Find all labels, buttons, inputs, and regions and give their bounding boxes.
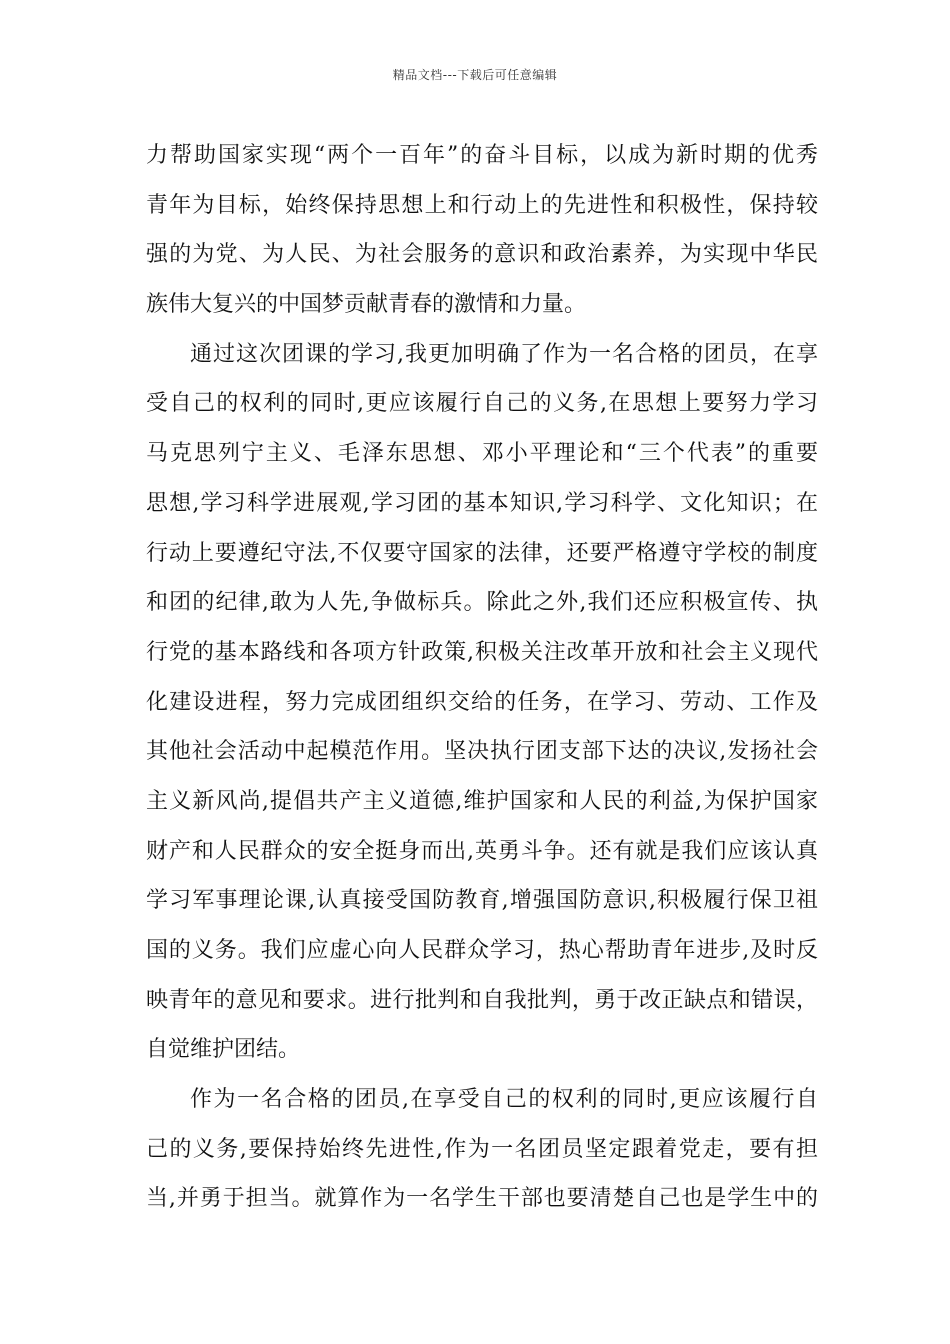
text-line: 强的为党、为人民、为社会服务的意识和政治素养，为实现中华民 [146,242,820,268]
text-line: 作为一名合格的团员,在享受自己的权利的同时,更应该履行自 [190,1087,820,1113]
text-line: 学习军事理论课,认真接受国防教育,增强国防意识,积极履行保卫祖 [146,888,820,914]
text-line: 力帮助国家实现“两个一百年”的奋斗目标，以成为新时期的优秀 [146,143,820,168]
text-line: 自觉维护团结。 [146,1037,301,1063]
page-header: 精品文档---下载后可任意编辑 [392,68,558,82]
text-line: 己的义务,要保持始终先进性,作为一名团员坚定跟着党走，要有担 [146,1136,820,1162]
text-line: 青年为目标，始终保持思想上和行动上的先进性和积极性，保持较 [146,192,820,218]
text-line: 和团的纪律,敢为人先,争做标兵。除此之外,我们还应积极宣传、执 [146,590,820,616]
text-line: 行动上要遵纪守法,不仅要守国家的法律，还要严格遵守学校的制度 [146,540,819,566]
text-line: 国的义务。我们应虚心向人民群众学习，热心帮助青年进步,及时反 [146,938,819,963]
text-line: 主义新风尚,提倡共产主义道德,维护国家和人民的利益,为保护国家 [146,788,820,814]
document-body [146,131,818,1224]
text-line: 马克思列宁主义、毛泽东思想、邓小平理论和“三个代表”的重要 [146,441,820,467]
text-line: 当,并勇于担当。就算作为一名学生干部也要清楚自己也是学生中的 [146,1186,819,1212]
text-line: 映青年的意见和要求。进行批判和自我批判，勇于改正缺点和错误， [146,987,819,1013]
text-line: 通过这次团课的学习,我更加明确了作为一名合格的团员，在享 [190,341,819,367]
text-line: 受自己的权利的同时,更应该履行自己的义务,在思想上要努力学习 [146,391,820,417]
text-line: 思想,学习科学进展观,学习团的基本知识,学习科学、文化知识；在 [146,490,820,516]
text-line: 族伟大复兴的中国梦贡献青春的激情和力量。 [146,292,587,318]
text-line: 财产和人民群众的安全挺身而出,英勇斗争。还有就是我们应该认真 [146,838,819,864]
text-line: 行党的基本路线和各项方针政策,积极关注改革开放和社会主义现代 [146,639,819,665]
text-line: 其他社会活动中起模范作用。坚决执行团支部下达的决议,发扬社会 [146,739,819,765]
text-line: 化建设进程，努力完成团组织交给的任务，在学习、劳动、工作及 [146,689,820,715]
